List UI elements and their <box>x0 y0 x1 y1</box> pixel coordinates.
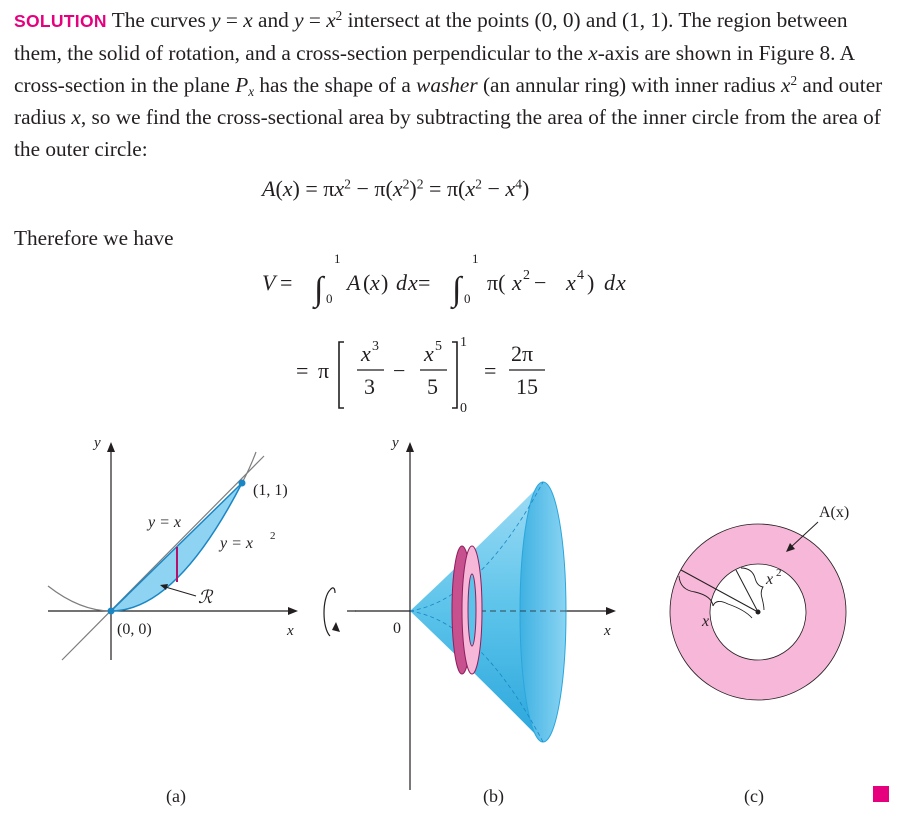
text: 3 <box>372 339 379 354</box>
label-point-1-1: (1, 1) <box>253 482 288 499</box>
text: x <box>361 341 371 366</box>
text: 0 <box>326 291 333 306</box>
text: (an annular ring) with inner radius <box>477 73 782 97</box>
text: 1 <box>472 251 479 266</box>
label-inner-radius: x <box>766 571 774 588</box>
text: x <box>370 270 380 295</box>
volume-equation <box>262 251 626 310</box>
text: and outer radius <box>14 73 883 129</box>
figure-b <box>355 435 616 807</box>
right-bracket <box>452 342 457 408</box>
text: 2 <box>344 176 351 192</box>
label-y-equals-x-squared: y = x <box>220 535 253 552</box>
inner-brace <box>741 568 764 610</box>
x-axis-label: x <box>287 623 294 639</box>
solid-cap <box>520 482 566 742</box>
figure-a <box>48 435 298 807</box>
text: 4 <box>515 176 522 192</box>
text: x <box>781 73 791 97</box>
y-axis-arrow <box>406 442 414 452</box>
text: 2 <box>475 176 482 192</box>
text: = <box>484 358 497 383</box>
text: ( <box>363 270 371 295</box>
text: x <box>392 176 403 201</box>
y-axis-label: y <box>392 435 399 451</box>
therefore-text: Therefore we have <box>14 226 174 250</box>
parabola-right <box>242 452 256 483</box>
result-equation <box>296 335 545 416</box>
text: washer <box>416 73 478 97</box>
y-axis-label: y <box>94 435 101 451</box>
text: ) <box>521 176 530 201</box>
washer-hole <box>468 574 476 646</box>
label-area: A(x) <box>819 504 850 521</box>
text: π( <box>487 270 506 295</box>
text: d <box>604 270 615 295</box>
text: 5 <box>427 374 438 399</box>
text: − <box>481 176 506 201</box>
text: x <box>424 341 434 366</box>
text: x <box>465 176 476 201</box>
label-origin: 0 <box>393 620 401 637</box>
text: d <box>396 270 407 295</box>
text: − π( <box>350 176 393 201</box>
text: has the shape of a <box>254 73 417 97</box>
region-pointer <box>162 586 196 596</box>
text: y <box>294 8 304 32</box>
x-axis-label: x <box>604 623 611 639</box>
text: P <box>235 73 249 97</box>
text: = <box>418 270 431 295</box>
text: 2 <box>790 72 798 88</box>
text: = <box>296 358 309 383</box>
text: x <box>248 83 255 99</box>
text: = <box>303 8 327 32</box>
rotation-symbol <box>324 588 356 636</box>
text: The curves <box>106 8 212 32</box>
text: -axis are shown in Figure 8. A cross-section in the plane <box>14 41 854 97</box>
text: 15 <box>516 374 538 399</box>
label-y-equals-x: y = x <box>148 514 181 531</box>
text: 2π <box>511 341 534 366</box>
text: 2 <box>416 176 424 192</box>
text: 2 <box>776 567 782 579</box>
text: x <box>408 270 418 295</box>
text: x <box>505 176 516 201</box>
text: and <box>252 8 295 32</box>
text: x <box>71 105 81 129</box>
text: x <box>566 270 576 295</box>
text: x <box>243 8 253 32</box>
label-origin: (0, 0) <box>117 621 152 638</box>
text: 4 <box>577 268 584 283</box>
text: y <box>211 8 221 32</box>
text: x <box>326 8 336 32</box>
solution-label: SOLUTION <box>14 11 107 31</box>
text: 0 <box>464 291 471 306</box>
point-1-1 <box>239 480 246 487</box>
text: = π( <box>423 176 466 201</box>
text: ) = π <box>292 176 335 201</box>
text: 5 <box>435 339 442 354</box>
text: π <box>318 358 330 383</box>
line-y-equals-x <box>62 456 264 660</box>
text: x <box>616 270 626 295</box>
text: ) <box>381 270 389 295</box>
text: x <box>512 270 522 295</box>
text: 2 <box>270 530 276 542</box>
text: ( <box>275 176 283 201</box>
caption-c: (c) <box>744 786 764 806</box>
text: 2 <box>335 7 343 23</box>
x-axis-arrow <box>606 607 616 615</box>
origin-point <box>108 608 115 615</box>
text: ) <box>409 176 417 201</box>
text: 2 <box>402 176 410 192</box>
text: , so we find the cross-sectional area by subtracting the area of the inner circle from the area of the outer circle: <box>14 105 881 161</box>
text: 3 <box>364 374 375 399</box>
text: 0 <box>460 401 467 416</box>
text: A <box>347 270 361 295</box>
label-outer-radius: x <box>702 613 710 630</box>
y-axis-arrow <box>107 442 115 452</box>
text: A <box>262 176 276 201</box>
text: 1 <box>334 251 341 266</box>
end-of-solution-mark <box>873 786 889 802</box>
text: 1 <box>460 335 467 350</box>
text: x <box>334 176 345 201</box>
x-axis-arrow <box>288 607 298 615</box>
caption-a: (a) <box>166 786 186 806</box>
text: = <box>220 8 244 32</box>
left-bracket <box>339 342 344 408</box>
text: ) <box>587 270 595 295</box>
text: 2 <box>523 268 530 283</box>
text: intersect at the points (0, 0) and (1, 1). The region between them, the solid of rotation, and a cross-section perpendicular to the <box>14 8 848 65</box>
text: x <box>588 41 598 65</box>
text: = <box>280 270 293 295</box>
text: − <box>534 270 547 295</box>
figure-c <box>670 504 849 807</box>
label-region: ℛ <box>198 587 213 607</box>
integral-sign: ∫ <box>314 271 324 308</box>
text: x <box>282 176 293 201</box>
text: − <box>393 358 406 383</box>
caption-b: (b) <box>483 786 504 806</box>
integral-sign: ∫ <box>452 271 462 308</box>
parabola-left <box>48 586 111 611</box>
text: V <box>262 270 276 295</box>
